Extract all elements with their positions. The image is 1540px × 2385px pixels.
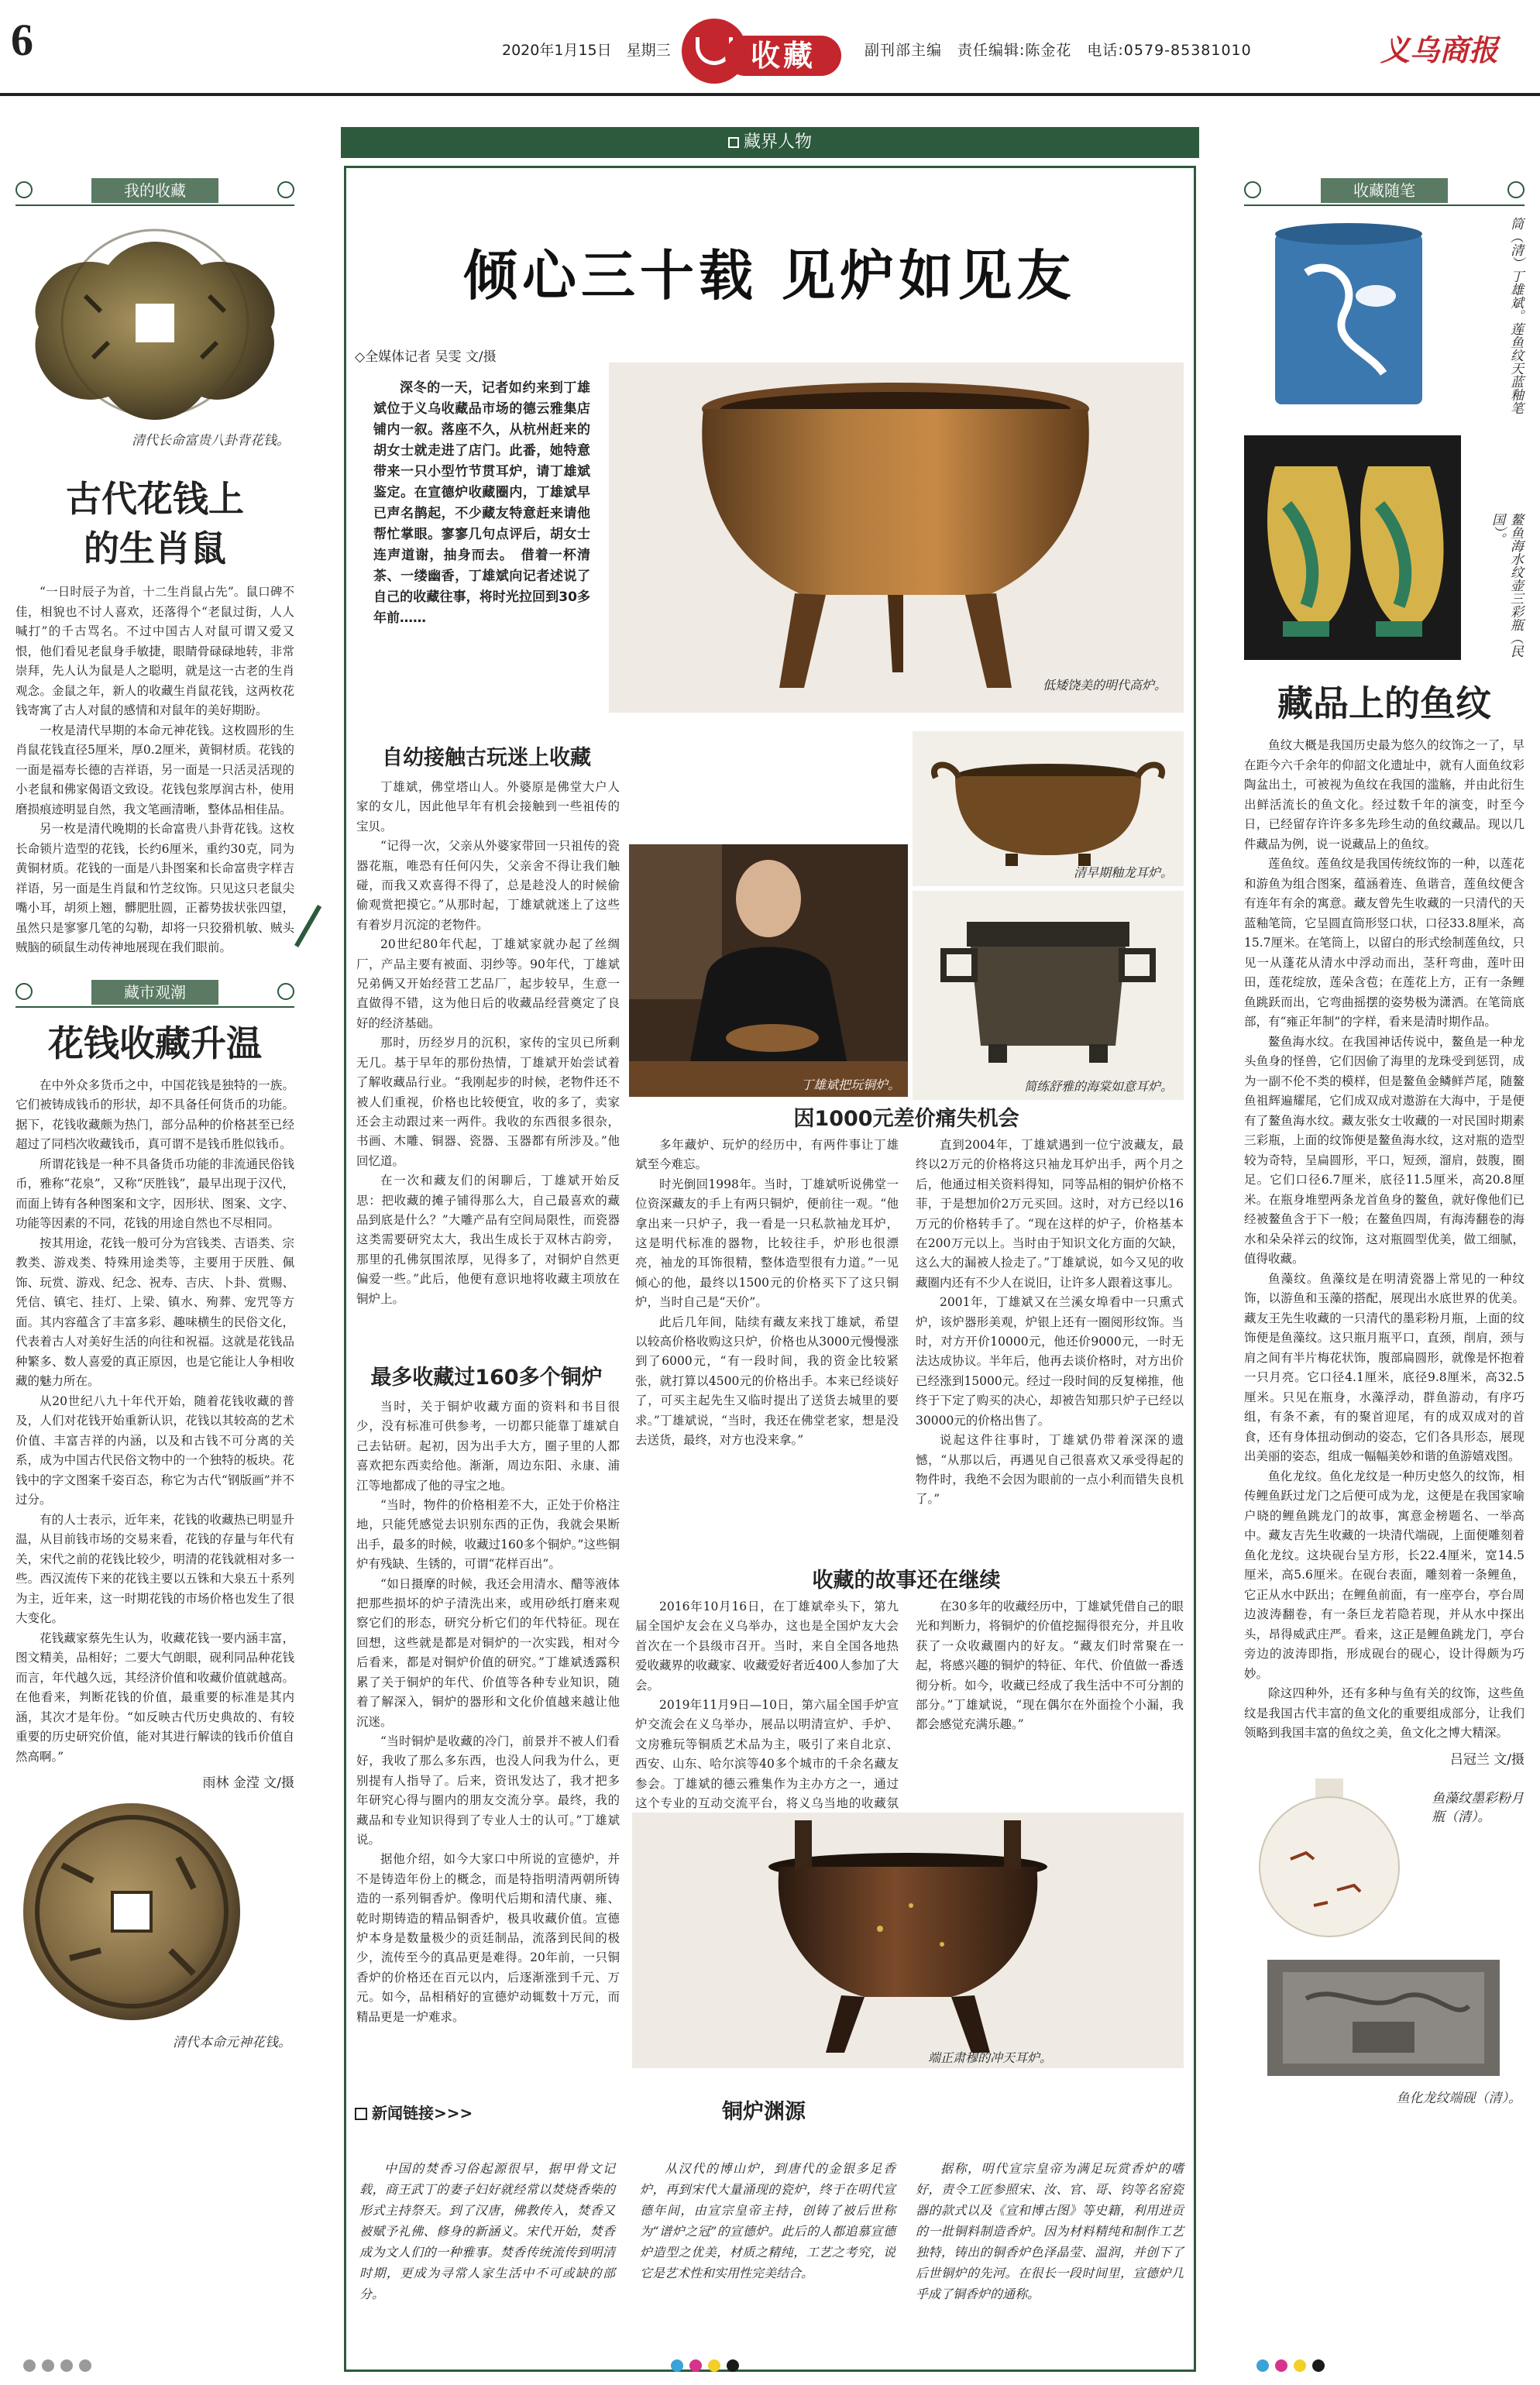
category-label: 藏界人物: [743, 132, 812, 152]
color-dot: [727, 2359, 739, 2372]
photo-ear-censer: [913, 731, 1184, 886]
registration-dots-right: [1256, 2359, 1325, 2375]
paragraph: 按其用途，花钱一般可分为宫钱类、吉语类、宗教类、游戏类、特殊用途类等，主要用于厌胜、佩饰、玩赏、游戏、纪念、祝寿、吉庆、卜卦、赏赐、凭信、镇宅、挂灯、上梁、镇水、殉葬、宠咒等方面。其内容蕴含了丰富多彩、趣味横生的民俗文化，代表着古人对美好生活的向往和祝福。这就是花钱品种繁多、数人喜爱的真正原因，也是它能让人争相收藏的魅力所在。: [15, 1235, 294, 1388]
paragraph: 20世纪80年代起，丁雄斌家就办起了丝绸厂，产品主要有被面、羽纱等。90年代，丁雄斌兄弟俩又开始经营工艺品厂，起步较早，生意一直做得不错，这为他日后的收藏品经营奠定了良好的经济基础。: [356, 937, 620, 1030]
subhead-2: 最多收藏过160多个铜炉: [370, 1366, 603, 1390]
paragraph: 从20世纪八九十年代开始，随着花钱收藏的普及，人们对花钱开始重新认识，花钱以其较高的艺术价值、丰富吉祥的内涵，以及和古钱不可分离的关系，成为中国古代民俗文物中的一个独特的板块。花钱中的字文图案千姿百态，称它为古代“钢版画”并不过分。: [15, 1394, 294, 1507]
inkstone-caption: 鱼化龙纹端砚（清）。: [1396, 2090, 1521, 2106]
color-dot: [1312, 2359, 1325, 2372]
paragraph: 多年藏炉、玩炉的经历中，有两件事让丁雄斌至今难忘。: [635, 1138, 899, 1172]
fish-vases-image: [1244, 435, 1461, 660]
paragraph: 此后几年间，陆续有藏友来找丁雄斌，希望以较高价格收购这只炉，价格也从3000元慢慢涨到了6000元，“有一段时间，我的资金比较紧张，就打算以4500元的价格出手。本来已经谈好了，可买主起先生又临时提出了送货去城里的要求。”丁雄斌说，“当时，我还在佛堂老家，想是没去送货，最终，对方也没来拿。”: [635, 1314, 899, 1448]
link-body-b: [640, 2158, 895, 2284]
coin2-caption: 清代本命元神花钱。: [173, 2035, 291, 2050]
begonia-censer-image: [913, 891, 1184, 1100]
photo-tripod-censer: [632, 1813, 1184, 2068]
photo-fish-vases: [1244, 435, 1525, 668]
photo-begonia-censer: [913, 891, 1184, 1100]
paragraph: 一枚是清代早期的本命元神花钱。这枚圆形的生肖鼠花钱直径5厘米，厚0.2厘米，黄铜材质。花钱的一面是福寿长德的吉祥语，另一面是一只活灵活现的小老鼠和佛家偈语文致设。花钱包浆厚润古朴，使用磨损痕迹明显自然，我文笔画清晰，整体品相佳品。: [15, 723, 295, 816]
paragraph: 鱼化龙纹。鱼化龙纹是一种历史悠久的纹饰，相传鲤鱼跃过龙门之后便可成为龙，这便是在我国家喻户晓的鲤鱼跳龙门的故事，寓意金榜题名、一举高中。藏友吉先生收藏的一块清代端砚，上面便雕刻着鱼化龙纹。这块砚台呈方形，长22.4厘米，宽14.5厘米，高5.6厘米。在砚台表面，雕刻着一条鲤鱼，它正从水中跃出；在鲤鱼前面，有一座亭台，亭台周边波涛翻卷，有一条巨龙若隐若现，并从水中探出头，昂得威武庄严。看来，这正是鲤鱼跳龙门，亭台旁边的波涛即指，形成砚台的砚心，设计得颇为巧妙。: [1244, 1469, 1525, 1681]
tag-label: 藏市观潮: [91, 980, 218, 1005]
color-dot: [1275, 2359, 1287, 2372]
color-dot: [79, 2359, 91, 2372]
ornament-icon: [15, 983, 33, 1000]
moon-flask-image: [1244, 1774, 1415, 1944]
paragraph: 那时，历经岁月的沉积，家传的宝贝已所剩无几。基于早年的那份热情，丁雄斌开始尝试着了解收藏品行业。“我刚起步的时候，老物件还不被人们重视，价格也比较便宜，收的多了，卖家还会主动跟过来一两件。我收的东西很多很杂，书画、木雕、铜器、瓷器、玉器都有所涉及。”他回忆道。: [356, 1036, 620, 1168]
paragraph: 从汉代的博山炉，到唐代的金银多足香炉，再到宋代大量涌现的瓷炉，终于在明代宣德年间，由宣宗皇帝主持，创铸了被后世称为“谱炉之冠”的宣德炉。此后的人都追慕宣德炉造型之优美，材质之精纯，工艺之考究，说它是艺术性和实用性完美结合。: [640, 2161, 895, 2280]
paragraph: 除这四种外，还有多种与鱼有关的纹饰，这些鱼纹是我国古代丰富的鱼文化的重要组成部分，让我们领略到我国丰富的鱼纹之美，鱼文化之博大精深。: [1244, 1686, 1525, 1740]
lead-paragraph: [373, 378, 590, 629]
paragraph: 鱼藻纹。鱼藻纹是在明清瓷器上常见的一种纹饰，以游鱼和玉藻的搭配，展现出水底世界的优美。藏友王先生收藏的一只清代的墨彩粉月瓶，上面的纹饰便是鱼藻纹。这只瓶月瓶平口，直颈，削肩，颈与肩之间有半片梅花状饰，腹部扁圆形，就像是怀抱着一只月亮。它口径4.1厘米，底径9.8厘米，高32.5厘米。只见在瓶身，水藻浮动，群鱼游动，有序巧组，有条不紊，有的聚首迎尾，有的成双成对的首食，还有身体扭动倒动的姿态，它们各具形态，展现出美丽的姿态，组成一幅幅美妙和谐的鱼游嬉戏图。: [1244, 1271, 1525, 1463]
color-dot: [23, 2359, 36, 2372]
tag-market-watch: [15, 980, 294, 1008]
paragraph: 鳌鱼海水纹。在我国神话传说中，鳌鱼是一种龙头鱼身的怪兽，它们因偷了海里的龙珠受到惩罚，成为一副不伦不类的模样，但是鳌鱼金鳞鲜芦尾，随鳌鱼祖辉遍耀尾，它们成双成对遨游在大海中，于是便有了鳌鱼海水纹。藏友张女士收藏的一对民国时期素三彩瓶，上面的纹饰便是鳌鱼海水纹，这对瓶的造型较为奇特，呈扁圆形，平口，短颈，溜肩，鼓腹，圈足。它们口径6.7厘米，底径11.5厘米，高20.8厘米。在瓶身堆塑两条龙首鱼身的鳌鱼，就好像他们已经被鳌鱼含于下一般；在鳌鱼四周，有海涛翻卷的海水和朵朵祥云的纹饰，这对瓶圆型优美，做工细腻，值得收藏。: [1244, 1034, 1525, 1266]
link-body-a: [359, 2158, 615, 2304]
right-article-byline: 吕冠兰 文/摄: [1449, 1751, 1525, 1768]
paragraph: 据称，明代宣宗皇帝为满足玩赏香炉的嗜好，责令工匠参照宋、汝、官、哥、钧等名窑瓷器的款式以及《宣和博古图》等史籍，利用进贡的一批铜料制造香炉。因为材料精纯和制作工艺独特，铸出的铜香炉色泽晶莹、温润，并创下了后世铜炉的先河。在很长一段时间里，宣德炉几乎成了铜香炉的通称。: [916, 2161, 1184, 2301]
round-coin-icon: [15, 1796, 248, 2028]
paragraph: 2019年11月9日—10日，第六届全国手炉宣炉交流会在义乌举办，展品以明清宣炉、手炉、文房雅玩等铜质艺术品为主，吸引了来自北京、西安、山东、哈尔滨等40多个城市的千余名藏友参会。丁雄斌的德云雅集作为主办方之一，通过这个专业的互动交流平台，将义乌当地的收藏氛: [635, 1698, 899, 1811]
paragraph: 在一次和藏友们的闲聊后，丁雄斌开始反思：把收藏的摊子铺得那么大，自己最喜欢的藏品到底是什么？”大雕产品有空间局限性，而瓷器这类需要研究太大，我出生成长于双林古韵旁，那里的孔佛氛围浓厚，见得多了，对铜炉自然更偏爱一些。”此后，他便有意识地将收藏主项放在铜炉上。: [356, 1174, 620, 1306]
link-body-c: [916, 2158, 1184, 2304]
paragraph: 有的人士表示，近年来，花钱的收藏热已明显升温，从目前钱市场的交易来看，花钱的存量与年代有关，宋代之前的花钱比较少，明清的花钱就相对多一些。西汉流传下来的花钱主要以五铢和大泉五十系列为主，近年来，这一时期花钱的市场价格也发生了很大变化。: [15, 1512, 294, 1625]
photo-brush-pot: [1244, 211, 1525, 435]
tag-collection-essay: [1244, 178, 1525, 206]
article1-title: 古代花钱上的生肖鼠: [66, 478, 244, 569]
color-dot: [42, 2359, 54, 2372]
right-article-title: 藏品上的鱼纹: [1277, 682, 1491, 724]
coin2-photo: [15, 1796, 294, 2051]
coin1-photo: [15, 211, 294, 466]
section3-body-b: [916, 1136, 1184, 1510]
left-column: [15, 178, 294, 2051]
article2-byline: 雨林 金滢 文/摄: [202, 1775, 294, 1791]
editor-credits: 副刊部主编 责任编辑:陈金花 电话:0579-85381010: [865, 42, 1252, 59]
masthead: [0, 0, 1540, 105]
paragraph: 莲鱼纹。莲鱼纹是我国传统纹饰的一种，以莲花和游鱼为组合图案，蕴涵着连、鱼谐音，莲鱼纹便含有连年有余的寓意。藏友曾先生收藏的一只清代的天蓝釉笔筒，它呈圆直筒形竖口状，口径33.8厘米，高15.7厘米。在笔筒上，以留白的形式绘制莲鱼纹，只见一从蓬花从清水中浮动而出，茎秆弯曲，莲叶田田，莲花绽放，莲朵含苞；在莲花上方，正有一条鲤鱼跳跃而出，它弯曲摇摆的姿势极为潇洒。在笔筒底部，有“雍正年制”的字样，看来是清时期作品。: [1244, 857, 1525, 1029]
photo-ming-censer: [609, 363, 1184, 713]
tag-label: 我的收藏: [91, 178, 218, 203]
article2-body: [15, 1076, 294, 1768]
lead-text: 深冬的一天，记者如约来到丁雄斌位于义乌收藏品市场的德云雅集店铺内一叙。落座不久，从杭州赶来的胡女士就走进了店门。此番，她特意带来一只小型竹节贯耳炉，请丁雄斌鉴定。在宣德炉收藏圈内，丁雄斌早已声名鹊起，不少藏友特意赶来请他帮忙掌眼。寥寥几句点评后，胡女士连声道谢，抽身而去。 借着一杯清茶、一缕幽香，丁雄斌向记者述说了自己的收藏往事，将时光拉回到30多年前……: [373, 380, 590, 626]
paragraph: 在中外众多货币之中，中国花钱是独特的一族。它们被铸成钱币的形状，却不具备任何货币的功能。据下，花钱收藏颇为热门，部分品种的价格甚至已经超过了同档次收藏钱币，真可谓不是钱币胜似钱币。: [15, 1077, 294, 1151]
category-bar: [341, 127, 1199, 158]
paragraph: 在30多年的收藏经历中，丁雄斌凭借自己的眼光和判断力，将铜炉的价值挖掘得很充分，并且收获了一众收藏圈内的好友。“藏友们时常聚在一起，将感兴趣的铜炉的特征、年代、价值做一番透彻分析。如今，收藏已经成了我生活中不可分割的部分。”丁雄斌说，“现在偶尔在外面捡个小漏，我都会感觉充满乐趣。”: [916, 1600, 1184, 1732]
paragraph: 2016年10月16日，在丁雄斌牵头下，第九届全国炉友会在义乌举办，这也是全国炉友大会首次在一个县级市召开。当时，来自全国各地热爱收藏界的收藏家、收藏爱好者近400人参加了大会。: [635, 1600, 899, 1693]
color-dot: [671, 2359, 683, 2372]
tag-my-collection: [15, 178, 294, 206]
section-name: 收藏: [725, 36, 841, 76]
paragraph: 中国的焚香习俗起源很早，据甲骨文记载，商王武丁的妻子妇好就经常以焚烧香柴的形式主持祭天。到了汉唐，佛教传入，焚香又被赋予礼佛、修身的新涵义。宋代开始，焚香成为文人们的一种雅事。焚香传统流传到明清时期，更成为寻常人家生活中不可或缺的部分。: [359, 2161, 615, 2301]
square-icon: [355, 2108, 367, 2120]
subhead-4: 收藏的故事还在继续: [812, 1569, 1001, 1593]
ornament-icon: [277, 983, 294, 1000]
paragraph: 据他介绍，如今大家口中所说的宣德炉，并不是铸造年份上的概念，而是特指明清两朝所铸造的一系列铜香炉。像明代后期和清代康、雍、乾时期铸造的精品铜香炉，极具收藏价值。宣德炉本身是数量极少的贡廷制品，流落到民间的极少，流传至今的真品更是难得。20年前，一只铜香炉的价格还在百元以内，后逐渐涨到千元、万元。如今，品相稍好的宣德炉动辄数十万元，而精品更是一炉难求。: [356, 1852, 620, 2024]
coin-lock-icon: [15, 211, 294, 443]
photo1-caption: 低矮饶美的明代高炉。: [1042, 678, 1167, 692]
section2-body: [356, 1397, 620, 2027]
photo3-caption: 丁雄斌把玩铜炉。: [800, 1077, 900, 1092]
photo-inkstone: [1244, 1952, 1525, 2107]
photo2-caption: 清早期釉龙耳炉。: [1073, 865, 1173, 880]
paragraph: 花钱藏家蔡先生认为，收藏花钱一要内涵丰富，图文精美，品相好；二要大气朗眼，砚利同品种花钱而言，年代越久远，其经济价值和收藏价值就越高。在他看来，判断花钱的价值，最重要的标准是其内涵，其次才是年份。“如反映古代历史典故的、有较重要的历史研究价值，能对其进行解读的钱币价值自然高啊。”: [15, 1631, 294, 1764]
paragraph: 时光倒回1998年。当时，丁雄斌听说佛堂一位资深藏友的手上有两只铜炉，便前往一观。“他拿出来一只炉子，我一看是一只私款袖龙耳炉，这是明代标准的器物，比较往手，炉形也很漂亮，袖龙的耳饰很精，整体造型很有力道。”一见倾心的他，最终以1500元的价格买下了这只铜炉，当时自己是“天价”。: [635, 1177, 899, 1310]
subhead-5: 铜炉渊源: [722, 2100, 806, 2124]
page-number: 6: [11, 15, 33, 65]
paragraph: 所谓花钱是一种不具备货币功能的非流通民俗钱币，雅称“花泉”，又称“厌胜钱”，最早出现于汉代，而面上铸有各种图案和文字，因形状、图案、文字、功能等因素的不同，花钱的用途自然也不尽相同。: [15, 1156, 294, 1230]
main-title: 倾心三十载 见炉如见友: [463, 244, 1076, 308]
inkstone-image: [1244, 1952, 1525, 2084]
section4-body-b: [916, 1597, 1184, 1735]
article2-title: 花钱收藏升温: [48, 1022, 262, 1064]
paragraph: “记得一次，父亲从外婆家带回一只祖传的瓷器花瓶，唯恐有任何闪失，父亲舍不得让我们触碰，而我又欢喜得不得了，总是趁没人的时候偷偷观赏把摸它。”从那时起，丁雄斌就迷上了这些有着岁月沉淀的老物件。: [356, 839, 620, 932]
photo-collector: [629, 844, 908, 1097]
ornament-icon: [1507, 181, 1525, 198]
paragraph: “一日时辰子为首，十二生肖鼠占先”。鼠口碑不佳，相貌也不讨人喜欢，还落得个“老鼠过街，人人喊打”的千古骂名。不过中国古人对鼠可谓又爱又恨，他们看见老鼠身手敏捷，眼睛骨碌碌地转，非常崇拜，先人认为鼠是人之聪明，就是这一古老的生肖观念。金鼠之年，新人的收藏生肖鼠花钱，这两枚花钱寄寓了古人对鼠的感情和对鼠年的美好期盼。: [15, 585, 294, 717]
fish-vases-caption: 鳌鱼海水纹壶三彩瓶（民国）。: [1489, 513, 1523, 658]
paragraph: 说起这件往事时，丁雄斌仍带着深深的遗憾，“从那以后，再遇见自己很喜欢又承受得起的物件时，我绝不会因为眼前的一点小利而错失良机了。”: [916, 1433, 1184, 1507]
paragraph: “当时铜炉是收藏的冷门，前景并不被人们看好，我收了那么多东西，也没人问我为什么，更别提有人指导了。后来，资讯发达了，我才把多年研究心得与圈内的朋友交流分享。最终，我的藏品和专业知识得到了专业人士的认可。”丁雄斌说。: [356, 1734, 620, 1847]
color-dot: [1294, 2359, 1306, 2372]
color-dot: [708, 2359, 720, 2372]
issue-date: 2020年1月15日 星期三: [502, 42, 671, 59]
square-icon: [728, 137, 739, 148]
brush-pot-caption: 筒（清）丁雄斌。莲鱼纹天蓝釉笔: [1507, 217, 1523, 414]
color-dot: [1256, 2359, 1269, 2372]
news-link-label: 新闻链接>>>: [372, 2104, 473, 2122]
photo-moon-flask: [1244, 1774, 1525, 1944]
color-dot: [689, 2359, 702, 2372]
subhead-3: 因1000元差价痛失机会: [793, 1107, 1019, 1131]
tripod-censer-image: [632, 1813, 1184, 2068]
paragraph: “如日摄摩的时候，我还会用清水、醋等液体把那些损坏的炉子清洗出来，或用砂纸打磨来观察它们的形态，研究分析它们的年代特征。现在回想，这些就是都是对铜炉的一次实践，相对今后看来，都是对铜炉价值的研究。”丁雄斌透露积累了关于铜炉的年代、价值等各种专业知识，随着了解深入，铜炉的器形和文化价值越来越让他沉迷。: [356, 1576, 620, 1729]
photo4-caption: 简练舒雅的海棠如意耳炉。: [1023, 1079, 1173, 1094]
paragraph: “当时，物件的价格相差不大，正处于价格注地，只能凭感觉去识别东西的正伪，我就会果断出手，最多的时候，收藏过160多个铜炉。”这些铜炉有残缺、生锈的，可谓“花样百出”。: [356, 1498, 620, 1572]
ornament-icon: [15, 181, 33, 198]
paragraph: 鱼纹大概是我国历史最为悠久的纹饰之一了，早在距今六千余年的仰韶文化遗址中，就有人面鱼纹彩陶盆出土，可被视为鱼纹在我国的滥觞，并由此衍生出鲜活流长的鱼文化。经过数千年的演变，时至今日，已经留存许许多多先珍生动的鱼纹藏品。现以几件藏品为例，说一说藏品上的鱼纹。: [1244, 738, 1525, 851]
right-column: [1244, 178, 1525, 2107]
paragraph: 直到2004年，丁雄斌遇到一位宁波藏友，最终以2万元的价格将这只袖龙耳炉出手，两个月之后，他通过相关资料得知，同等品相的铜炉价格不菲，于是想加价2万元买回。这时，对方已经以16万元的价格转手了。“现在这样的炉子，价格基本在200万元以上。当时由于知识文化方面的欠缺，这么大的漏被人捡走了。”丁雄斌说，如今又见的收藏圈内还有不少人在说旧，让许多人跟着这事儿。: [916, 1138, 1184, 1290]
paragraph: 当时，关于铜炉收藏方面的资料和书目很少，没有标准可供参考，一切都只能靠丁雄斌自己去钻研。起初，因为出手大方，圈子里的人都喜欢把东西卖给他。渐渐，周边东阳、永康、浦江等地都成了他的寻宝之地。: [356, 1400, 620, 1493]
collector-image: [629, 844, 908, 1097]
section1-body: [356, 778, 620, 1309]
subhead-1: 自幼接触古玩迷上收藏: [382, 746, 591, 770]
photo5-caption: 端正肃穆的冲天耳炉。: [927, 2050, 1052, 2065]
newspaper-name: 义乌商报: [1380, 33, 1499, 67]
section-logo: [682, 17, 852, 84]
tag-label: 收藏随笔: [1321, 178, 1448, 203]
article1-body: [15, 583, 294, 958]
header-rule: [0, 93, 1540, 96]
right-article-body: [1244, 736, 1525, 1744]
ornament-icon: [1244, 181, 1261, 198]
coin1-caption: 清代长命富贵八卦背花钱。: [132, 433, 290, 448]
registration-dots-left: [23, 2359, 91, 2375]
news-link-header: [355, 2101, 473, 2123]
paragraph: 丁雄斌，佛堂塔山人。外婆原是佛堂大户人家的女儿，因此他早年有机会接触到一些祖传的宝贝。: [356, 780, 620, 833]
color-dot: [60, 2359, 73, 2372]
moon-flask-caption: 鱼藻纹墨彩粉月瓶（清）。: [1432, 1790, 1524, 1825]
main-byline: ◇全媒体记者 吴雯 文/摄: [355, 349, 497, 365]
frame-connector: [294, 905, 321, 947]
section3-body-a: [635, 1136, 899, 1451]
registration-dots-center: [671, 2359, 739, 2375]
censer-image: [609, 363, 1184, 713]
paragraph: 另一枚是清代晚期的长命富贵八卦背花钱。这枚长命锁片造型的花钱，长约6厘米，重约30克，同为黄铜材质。花钱的一面是八卦图案和长命富贵字样吉祥语，另一面是生肖鼠和竹芝纹饰。只见这只老鼠尖嘴小耳，胡须上翘，髒肥肚圆，正蓄势拔状张四望，虽然只是寥寥几笔的勾勒，却将一只狡猾机敏、贼头贼脑的硕鼠生动传神地展现在我们眼前。: [15, 822, 294, 954]
ornament-icon: [277, 181, 294, 198]
paragraph: 2001年，丁雄斌又在兰溪女埠看中一只熏式炉，该炉器形美观，炉银上还有一圈阅形纹饰。当时，对方开价10000元，他还价9000元，一时无法达成协议。半年后，他再去谈价格时，对方出价已经涨到15000元。经过一段时间的反复梯推，他终于下定了购买的决心，却被告知那只炉子已经以30000元的价格出售了。: [916, 1295, 1184, 1428]
brush-pot-image: [1244, 211, 1461, 428]
